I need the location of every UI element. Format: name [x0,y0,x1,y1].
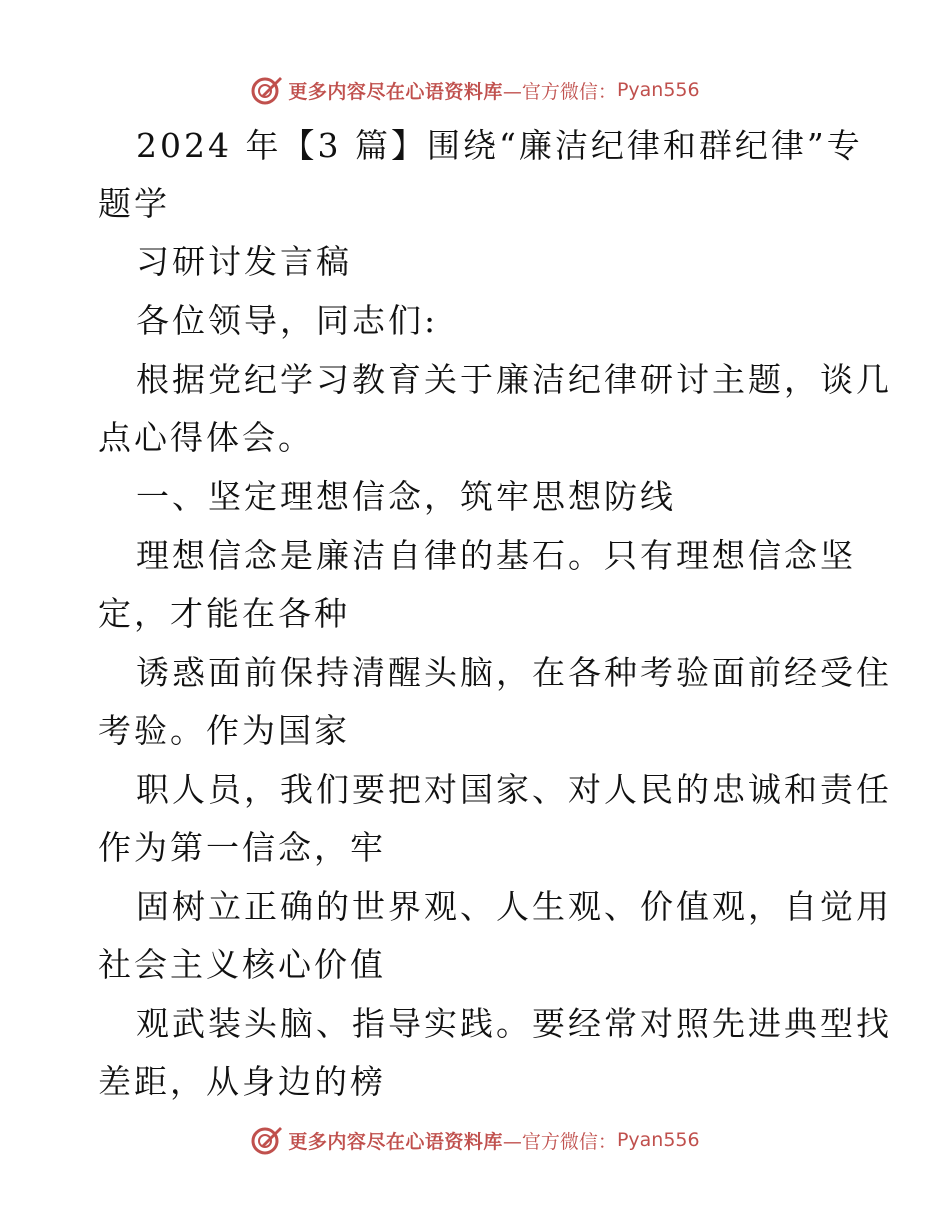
doc-paragraph-line: 定，才能在各种 [98,594,350,633]
banner-wechat-id: Pyan556 [616,1129,700,1151]
quill-logo-icon [250,73,284,107]
doc-title-line: 习研讨发言稿 [136,242,352,281]
banner-main-text: 更多内容尽在心语资料库 [288,1130,503,1153]
doc-paragraph-line: 理想信念是廉洁自律的基石。只有理想信念坚 [136,536,856,575]
doc-paragraph-line: 点心得体会。 [98,418,314,457]
banner-wechat-id: Pyan556 [616,79,700,101]
doc-paragraph-line: 社会主义核心价值 [98,945,386,984]
doc-paragraph-line: 固树立正确的世界观、人生观、价值观，自觉用 [136,887,892,926]
doc-paragraph-line: 考验。作为国家 [98,711,350,750]
footer-watermark-banner [0,1120,950,1160]
banner-official-text: —官方微信： [502,1130,617,1153]
doc-title-line: 2024 年【3 篇】围绕“廉洁纪律和群纪律”专 [136,126,863,165]
doc-title-line: 题学 [98,184,170,223]
doc-paragraph-line: 差距，从身边的榜 [98,1062,386,1101]
doc-paragraph-line: 职人员，我们要把对国家、对人民的忠诚和责任 [136,770,892,809]
doc-salutation: 各位领导，同志们: [136,301,439,340]
banner-official-text: —官方微信： [502,80,617,103]
doc-paragraph-line: 根据党纪学习教育关于廉洁纪律研讨主题，谈几 [136,360,892,399]
banner-main-text: 更多内容尽在心语资料库 [288,80,503,103]
doc-paragraph-line: 诱惑面前保持清醒头脑，在各种考验面前经受住 [136,653,892,692]
doc-paragraph-line: 作为第一信念，牢 [98,828,386,867]
quill-logo-icon [250,1123,284,1157]
doc-paragraph-line: 观武装头脑、指导实践。要经常对照先进典型找 [136,1004,892,1043]
header-watermark-banner [0,70,950,110]
doc-section-heading: 一、坚定理想信念，筑牢思想防线 [136,477,676,516]
